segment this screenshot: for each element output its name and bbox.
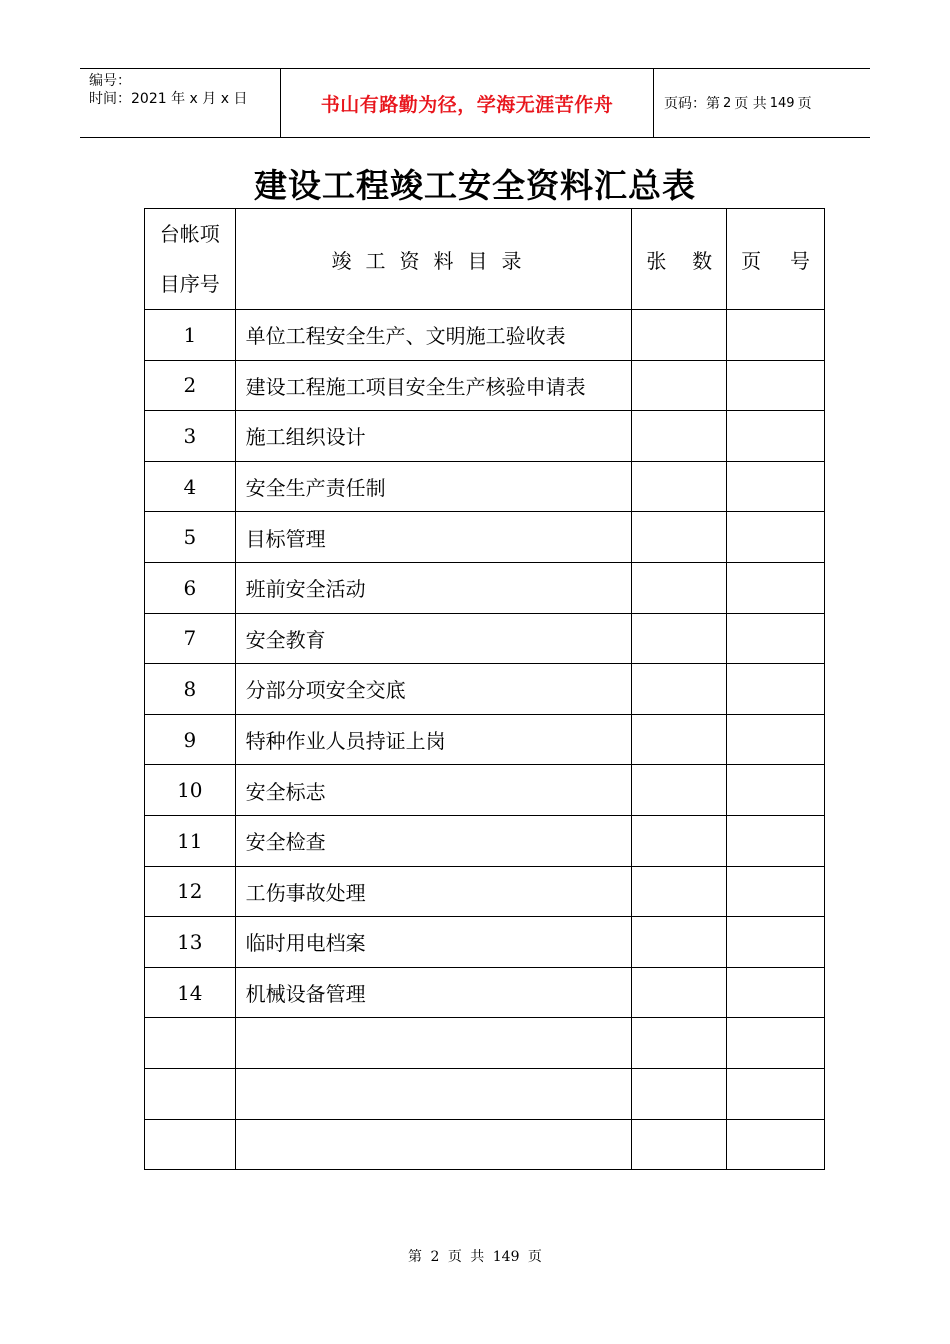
table-row: [145, 360, 825, 411]
row-count: [632, 512, 727, 563]
header-count-a: 张: [646, 248, 667, 273]
row-catalog-item: 安全教育: [235, 613, 632, 664]
time-label: 时间：2021 年 x 月 x 日: [89, 91, 248, 107]
row-catalog-item: 单位工程安全生产、文明施工验收表: [235, 310, 632, 361]
row-serial: 5: [145, 512, 236, 563]
header-motto: 书山有路勤为径，学海无涯苦作舟: [281, 69, 654, 137]
header-serial-line2: 目序号: [159, 272, 220, 296]
row-count: [632, 411, 727, 462]
page-mid: 页 共: [734, 96, 767, 112]
header-serial-line1: 台帐项: [159, 222, 220, 246]
row-serial: 4: [145, 461, 236, 512]
row-page: [727, 562, 825, 613]
header-page-a: 页: [741, 248, 762, 273]
row-count: [632, 360, 727, 411]
row-serial: 12: [145, 866, 236, 917]
number-label: 编号：: [89, 73, 131, 89]
row-catalog-item: 安全检查: [235, 815, 632, 866]
row-page: [727, 512, 825, 563]
row-catalog-item: 工伤事故处理: [235, 866, 632, 917]
table-row: [145, 714, 825, 765]
row-catalog-item: 分部分项安全交底: [235, 664, 632, 715]
page-footer: 第 2 页 共 149 页: [408, 1249, 542, 1265]
row-page: [727, 714, 825, 765]
header-count-b: 数: [692, 248, 713, 273]
row-catalog-item: 机械设备管理: [235, 967, 632, 1018]
row-serial: 7: [145, 613, 236, 664]
table-row: [145, 310, 825, 361]
row-count: [632, 1119, 727, 1170]
row-serial: [145, 1119, 236, 1170]
row-catalog-item: 班前安全活动: [235, 562, 632, 613]
table-row: [145, 461, 825, 512]
row-catalog-item: 安全标志: [235, 765, 632, 816]
row-page: [727, 411, 825, 462]
row-count: [632, 562, 727, 613]
row-count: [632, 461, 727, 512]
table-row: [145, 765, 825, 816]
row-page: [727, 310, 825, 361]
table-header-row: [145, 209, 825, 310]
header-catalog-cell: 竣工资料目录: [235, 209, 632, 310]
row-count: [632, 967, 727, 1018]
table-row: [145, 917, 825, 968]
row-page: [727, 917, 825, 968]
document-header: [80, 68, 870, 138]
header-count-cell: [632, 209, 727, 310]
row-serial: [145, 1018, 236, 1069]
header-page-b: 号: [790, 248, 810, 273]
row-page: [727, 1068, 825, 1119]
table-row: [145, 815, 825, 866]
table-row: [145, 1068, 825, 1119]
table-row: [145, 613, 825, 664]
table-row: [145, 1018, 825, 1069]
row-count: [632, 310, 727, 361]
row-serial: 14: [145, 967, 236, 1018]
row-page: [727, 866, 825, 917]
table-row: [145, 512, 825, 563]
row-serial: 1: [145, 310, 236, 361]
row-page: [727, 1018, 825, 1069]
row-page: [727, 815, 825, 866]
header-meta: [80, 69, 281, 137]
row-catalog-item: 特种作业人员持证上岗: [235, 714, 632, 765]
page-total: 149: [769, 95, 795, 111]
table-row: [145, 664, 825, 715]
row-count: [632, 613, 727, 664]
row-catalog-item: [235, 1068, 632, 1119]
table-row: [145, 967, 825, 1018]
row-serial: 2: [145, 360, 236, 411]
table-row: [145, 562, 825, 613]
row-catalog-item: 临时用电档案: [235, 917, 632, 968]
row-serial: [145, 1068, 236, 1119]
row-serial: 8: [145, 664, 236, 715]
row-page: [727, 967, 825, 1018]
row-count: [632, 917, 727, 968]
page-suffix: 页: [797, 96, 812, 112]
row-serial: 3: [145, 411, 236, 462]
row-page: [727, 360, 825, 411]
row-serial: 6: [145, 562, 236, 613]
row-catalog-item: 安全生产责任制: [235, 461, 632, 512]
page-title: 建设工程竣工安全资料汇总表: [254, 166, 696, 205]
row-count: [632, 714, 727, 765]
row-catalog-item: [235, 1018, 632, 1069]
row-page: [727, 1119, 825, 1170]
header-serial-cell: [145, 209, 236, 310]
row-serial: 10: [145, 765, 236, 816]
row-count: [632, 1018, 727, 1069]
row-catalog-item: 建设工程施工项目安全生产核验申请表: [235, 360, 632, 411]
header-page-info: [654, 69, 870, 137]
row-catalog-item: [235, 1119, 632, 1170]
row-count: [632, 866, 727, 917]
row-count: [632, 1068, 727, 1119]
row-page: [727, 664, 825, 715]
summary-table: [144, 208, 825, 1170]
row-serial: 11: [145, 815, 236, 866]
row-serial: 9: [145, 714, 236, 765]
row-count: [632, 815, 727, 866]
page-current: 2: [723, 95, 732, 111]
table-row: [145, 1119, 825, 1170]
table-row: [145, 411, 825, 462]
header-page-cell: [727, 209, 825, 310]
row-catalog-item: 目标管理: [235, 512, 632, 563]
row-page: [727, 765, 825, 816]
page-prefix: 页码：第: [664, 96, 720, 112]
row-count: [632, 664, 727, 715]
table-row: [145, 866, 825, 917]
row-page: [727, 461, 825, 512]
row-catalog-item: 施工组织设计: [235, 411, 632, 462]
row-count: [632, 765, 727, 816]
row-page: [727, 613, 825, 664]
row-serial: 13: [145, 917, 236, 968]
